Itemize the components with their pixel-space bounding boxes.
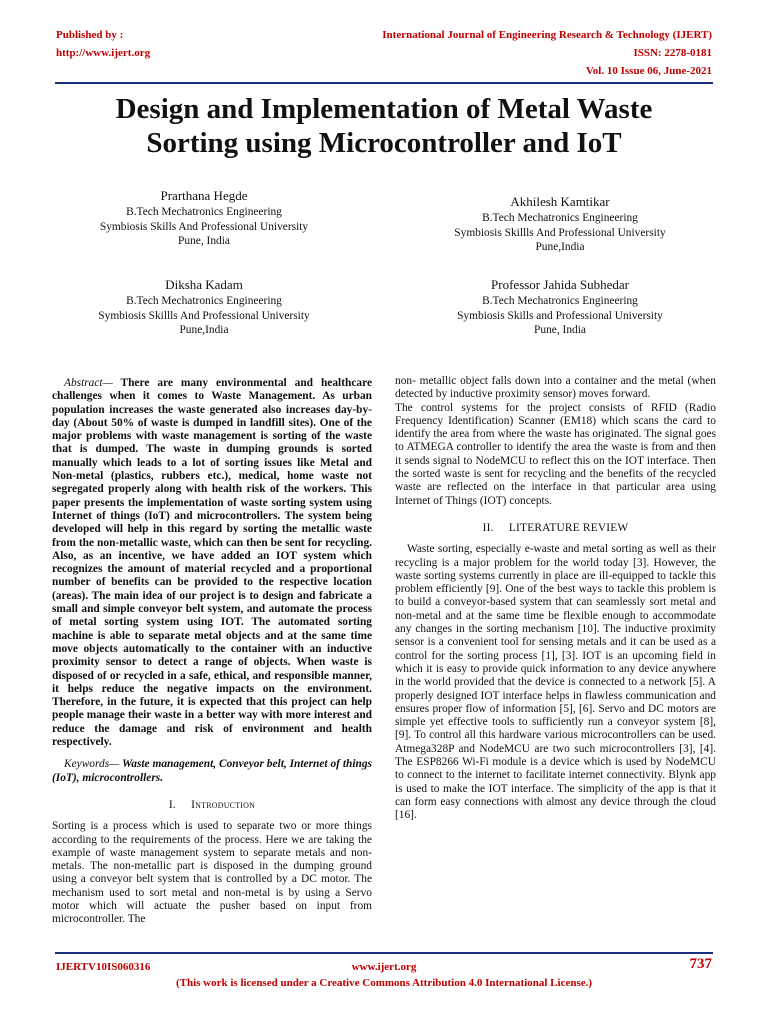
author-name: Professor Jahida Subhedar [491, 277, 629, 292]
section-number: I. [168, 798, 176, 811]
abstract-label: Abstract— [64, 377, 113, 389]
section-heading-literature-review [395, 522, 716, 535]
footer-rule [55, 952, 713, 954]
author-department: B.Tech Mechatronics Engineering [126, 206, 282, 218]
author-location: Pune,India [179, 324, 229, 337]
literature-review-paragraph: Waste sorting, especially e-waste and metal sorting as well as their recycling is a major problem for the world today [3]. However, the waste sorting systems currently in place are ill-equipped to tackle this problem efficiently [9]. One of the best ways to tackle this problem is to build a conveyor-based system that can seamlessly sort metal and non-metal and at the same time be flexible enough to accommodate any changes in the sorting mechanism [10]. The inductive proximity sensor is a convenient tool for sensing metals and it can be used as a control for the sorting process [1], [3]. IOT is an upcoming field in which it is easy to provide quick information to any device anywhere in the world provided that the device is connected to a network [5]. A properly designed IOT interface helps in flawless communication and ensures proper flow of information [5], [6]. Servo and DC motors are simple yet effective tools to sufficiently run a conveyor system [8], [9]. To control all this hardware various microcontrollers can be used. Atmega328P and NodeMCU are two such microcontrollers [3], [4]. The ESP8266 Wi-Fi module is a device which is used by NodeMCU to connect to the internet to facilitate internet connectivity. Blynk app is used to make the IOT interface. The simplicity of the app is that it can form easy connections with almost any device through the cloud [16]. [395, 543, 716, 822]
paper-title-line-1: Design and Implementation of Metal Waste [115, 93, 653, 125]
author-block-4 [400, 276, 720, 338]
paper-title [40, 92, 728, 160]
section-number: II. [482, 521, 494, 534]
introduction-paragraph: Sorting is a process which is used to separate two or more things according to the requirements of the process. Here we are taking the example of waste management system to separate metals and non-metals. The non-metallic part is disposed in the dumping ground using a conveyor belt system that is controlled by a DC motor. The mechanism used to sort metal and non-metal is by using a Servo motor which will actuate the pusher based on input from microcontroller. The [52, 820, 372, 926]
author-block-3 [44, 276, 364, 338]
abstract-text: There are many environmental and healthcare challenges when it comes to Waste Management. As urban population increases the waste generated also increases day-by-day (About 50% of waste is dumped in landfill sites). One of the major problems with waste management is sorting of the waste that is dumped. The waste in dumping grounds is sorted manually which leads to a lot of sorting issues like Metal and Non-metal (plastics, rubbers etc.), medical, home waste not segregated properly along with health risk of the workers. This paper presents the implementation of waste sorting system using Internet of things (IoT) and microcontrollers. The system being developed will help in this regard by sorting the metallic waste from the non-metallic waste, which can then be sent for recycling. Also, as an incentive, we have added an IOT system which recognizes the amount of material recycled and a proportional number of benefits can be provided to the respective location (areas). The main idea of our project is to design and fabricate a small and simple conveyor belt system, and automate the process of metal sorting system using IOT. The automated sorting machine is able to separate metal objects and at the same time move objects automatically to the container with an inductive proximity sensor to detect a range of objects. When waste is disposed of or recycled in a safe, ethical, and responsible manner, it helps reduce the negative impacts on the environment. Therefore, in the future, it is expected that this project can help people manage their waste in a better way with more interest and reduce the damage and risk of environment and health respectively. [52, 377, 372, 749]
abstract [52, 377, 372, 749]
page-number: 737 [689, 956, 712, 972]
body-paragraph: The control systems for the project consists of RFID (Radio Frequency Identification) Scanner (EM18) which scans the card to identify the area from where the waste has originated. The signal goes to ATMEGA controller to identify the area the waste is from and then it sends signal to NodeMCU to reflect this on the IOT interface. Then the sorted waste is sent for recycling and the benefits of the recycled waste are reflected on the interface in that particular area using Internet of Things (IOT) concepts. [395, 401, 716, 507]
footer-site-link[interactable]: www.ijert.org [351, 961, 417, 973]
license-note: (This work is licensed under a Creative Commons Attribution 4.0 International License.) [175, 977, 593, 989]
author-name: Akhilesh Kamtikar [510, 194, 610, 209]
author-institution: Symbiosis Skills And Professional University [99, 220, 309, 233]
section-heading-introduction [52, 799, 372, 812]
author-name: Prarthana Hegde [160, 188, 248, 203]
author-institution: Symbiosis Skillls And Professional University [98, 309, 310, 322]
author-location: Pune, India [178, 235, 230, 248]
author-department: B.Tech Mechatronics Engineering [126, 295, 282, 307]
header-rule [55, 82, 713, 84]
author-institution: Symbiosis Skillls And Professional University [454, 226, 666, 239]
author-location: Pune,India [535, 241, 585, 254]
journal-name: International Journal of Engineering Research & Technology (IJERT) [382, 29, 712, 41]
issn: ISSN: 2278-0181 [633, 47, 712, 59]
author-block-2 [400, 193, 720, 255]
published-by-label: Published by : [56, 29, 124, 41]
paper-title-line-2: Sorting using Microcontroller and IoT [146, 127, 622, 159]
section-title: Introduction [191, 798, 256, 811]
body-paragraph: non- metallic object falls down into a container and the metal (when detected by inductive proximity sensor) moves forward. [395, 375, 716, 401]
right-column [395, 375, 716, 823]
author-block-1 [44, 187, 364, 249]
left-column [52, 377, 372, 927]
journal-info-block [382, 26, 712, 80]
keywords-label: Keywords— [64, 758, 120, 771]
volume-issue: Vol. 10 Issue 06, June-2021 [585, 65, 712, 77]
author-department: B.Tech Mechatronics Engineering [482, 212, 638, 224]
publisher-block [56, 26, 150, 62]
keywords [52, 758, 372, 785]
section-title: LITERATURE REVIEW [508, 521, 629, 534]
paper-id: IJERTV10IS060316 [56, 961, 151, 973]
journal-url-link[interactable]: http://www.ijert.org [56, 47, 151, 59]
keywords-text: Waste management, Conveyor belt, Internet of things (IoT), microcontrollers. [52, 758, 372, 784]
author-name: Diksha Kadam [165, 277, 243, 292]
author-location: Pune, India [534, 324, 586, 337]
author-institution: Symbiosis Skills and Professional University [457, 309, 663, 322]
author-department: B.Tech Mechatronics Engineering [482, 295, 638, 307]
